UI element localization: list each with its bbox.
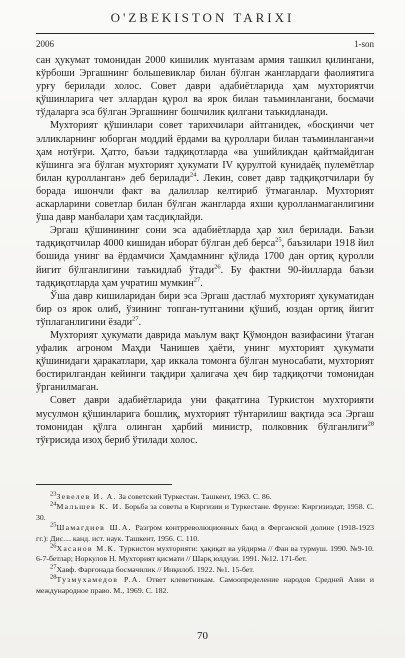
- paragraph-4: Ўша давр кишиларидан бири эса Эргаш дастлаб мухторият ҳукуматидан бир оз ярок олиб, ўзининг топган-тутганини қўшиб, юздан ортиқ йигит тўплаганлигини ёзади$^{27}$.: [36, 290, 374, 328]
- running-header-title: O'ZBEKISTON TARIXI: [110, 10, 295, 25]
- footnote-separator: [36, 484, 172, 485]
- header-rule: [36, 33, 374, 34]
- paragraph-2: Мухторият қўшинлари совет тарихчилари айтганидек, «босқинчи чет элликларнинг юборган моддий ёрдами ва қуроллари билан таъминланган»и ҳам нотўғри. Ҳаттo, баъзи тадқиқотларда «ва ушийликдан қайтмайдиган кўшинга эга бўлган мухторият ҳукумати IV қурултой кунидаёқ пулемётлар билан қуролланган» деб берилади$^{24}$. Лекин, совет давр тадқиқотчилари бу борада ишончли факт ва далиллар келтириб ўтмаганлар. Мухторият аскарларини советлар билан бўлган жангларда яхши қуролланмаганлигини ўша давр манбалари ҳам тасдиқлайди.: [36, 120, 374, 224]
- footnotes: [36, 492, 374, 596]
- header-issue: 1-son: [354, 39, 374, 49]
- footnote-item: $^{23}$Зевелев И. А. За советский Туркестан. Ташкент, 1963. С. 86.: [50, 490, 272, 501]
- footnote-ref-25[interactable]: 25: [275, 236, 282, 244]
- footnote-item: $^{27}$Хавф. Фарғонада босмачилик // Инқилоб. 1922. №1. 15-бет.: [50, 563, 255, 574]
- paragraph-5: Мухторият ҳукумати даврида маълум вақт Қўмондон вазифасини ўтаган уфалик агроном Маҳди Чанишев ҳаёти, унинг мухторият ҳукумати қўшинидаги ҳаракатлари, ҳар иккала томонга бўлган муносабати, мухторият бостирилгандан кейинги тақдири ҳалигача ҳеч бир тадқиқотчи томонидан ўрганилмаган.: [36, 329, 374, 394]
- paragraph-6: Совет даври адабиётларида уни фақатгина Туркистон мухторияти мусулмон қўшинларига бошлиқ, мухторият тўнтарилиш вақтида эса Эргаш томонидан қўлга олинган ҳарбий министр, полковник бўлганлиги$^{28}$ тўғрисида изоҳ бериб ўтилади холос.: [36, 395, 374, 446]
- paragraph-1: сан ҳукумат томонидан 2000 кишилик мунтазам армия ташкил қилингани, кўрбоши Эргашнинг большевиклар билан бўлган жанглардаги фаолиятига урғу берилади холос. Совет даври адабиётларида ҳам мухториятчи қўшинларига чет эллардан қурол ва ярок билан таъминлангани, босмачи тўдаларга эса бўлган Эргашнинг бошчилик қилгани таъкидланади.: [36, 55, 374, 119]
- page-number: 70: [197, 630, 208, 642]
- footnote-ref-28[interactable]: 28: [367, 420, 374, 428]
- footnote-ref-27[interactable]: 27: [193, 276, 201, 284]
- footnote-item: $^{24}$Мальшев К. И. Борьба за советы в Киргизии и Туркестане. Фрунзе: Киргизиздат, 1958. С. 30.: [36, 500, 374, 522]
- footnote-item: $^{28}$Тузмухамедов Р.А. Ответ клеветникам. Самоопределение народов Средней Азии и международное право. М., 1969. С. 182.: [36, 573, 374, 595]
- paragraph-3: Эргаш қўшинининг сони эса адабиётларда ҳар хил берилади. Баъзи тадқиқотчилар 4000 кишидан иборат бўлган деб берса$^{25}$, баъзилари 1918 йил бошида унинг ва ёрдамчиси Ҳамдамнинг қўлида 1700 дан ортиқ қуролли йигит бўлганлигини таъкидлаб ўтади$^{26}$. Бу фактни 90-йилларда баъзи тадқиқотларда ҳам учратиш мумкин$^{27}$.: [36, 225, 374, 289]
- footnote-ref-24[interactable]: 24: [189, 171, 197, 179]
- article-body: [36, 54, 374, 447]
- header-year: 2006: [36, 39, 54, 49]
- footnote-ref-26[interactable]: 26: [214, 263, 221, 271]
- footnote-item: $^{25}$Шамагдиев Ш.А. Разгром контрреволюционных банд в Ферганской долине (1918-1923 гг.): Дис.... канд. ист. наук. Ташкент, 1956. С. 110.: [36, 521, 374, 543]
- footnote-item: $^{26}$Хасанов М.К. Туркистон мухторияти: ҳақиқат ва уйдирма // Фан ва турмуш. 1990. №9-10. 6-7-бетлар; Норкулов Н. Мухторият қисмати // Шарқ юлдузи. 1991. №12. 171-бет.: [36, 542, 375, 564]
- footnote-ref-27b[interactable]: 27: [132, 315, 139, 323]
